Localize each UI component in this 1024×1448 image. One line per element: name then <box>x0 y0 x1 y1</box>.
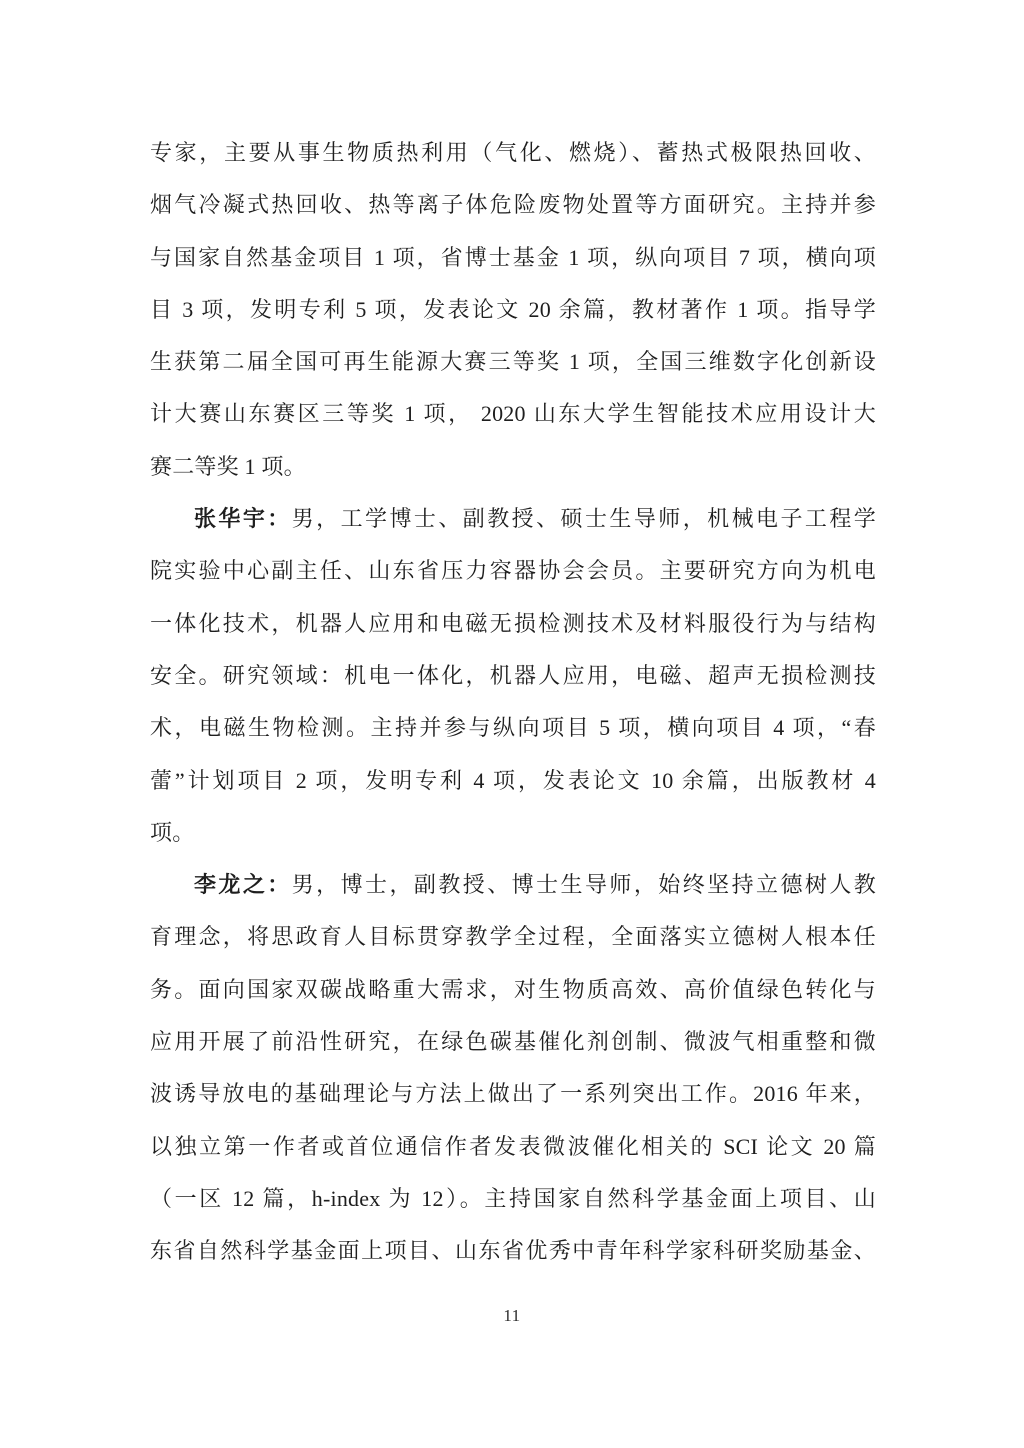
text-line: 务。面向国家双碳战略重大需求，对生物质高效、高价值绿色转化与 <box>150 976 876 1002</box>
text-line: 专家，主要从事生物质热利用（气化、燃烧）、蓄热式极限热回收、 <box>150 140 876 165</box>
person-name: 李龙之： <box>194 872 292 898</box>
text-line: 计大赛山东赛区三等奖 1 项， 2020 山东大学生智能技术应用设计大 <box>150 401 876 427</box>
text-line: 东省自然科学基金面上项目、山东省优秀中青年科学家科研奖励基金、 <box>150 1238 876 1264</box>
text-line: 生获第二届全国可再生能源大赛三等奖 1 项，全国三维数字化创新设 <box>150 349 876 375</box>
text-line: 术，电磁生物检测。主持并参与纵向项目 5 项，横向项目 4 项，“春 <box>150 715 876 741</box>
biography-li-longzhi <box>150 859 876 1277</box>
text-line: 目 3 项，发明专利 5 项，发表论文 20 余篇，教材著作 1 项。指导学 <box>150 296 876 322</box>
text-line: 安全。研究领域：机电一体化，机器人应用，电磁、超声无损检测技 <box>150 662 876 688</box>
text-line: 与国家自然基金项目 1 项，省博士基金 1 项，纵向项目 7 项，横向项 <box>150 244 876 270</box>
text-line: 院实验中心副主任、山东省压力容器协会会员。主要研究方向为机电 <box>150 558 876 584</box>
text-line: （一区 12 篇，h-index 为 12）。主持国家自然科学基金面上项目、山 <box>150 1185 876 1211</box>
text-line: 赛二等奖 1 项。 <box>150 453 306 479</box>
text-line: 以独立第一作者或首位通信作者发表微波催化相关的 SCI 论文 20 篇 <box>150 1133 876 1159</box>
biography-zhang-huayu <box>150 493 876 859</box>
text-line: 应用开展了前沿性研究，在绿色碳基催化剂创制、微波气相重整和微 <box>150 1029 876 1055</box>
biography-continuation <box>150 127 876 493</box>
text-line: 一体化技术，机器人应用和电磁无损检测技术及材料服役行为与结构 <box>150 610 876 636</box>
text-line: 育理念，将思政育人目标贯穿教学全过程，全面落实立德树人根本任 <box>150 924 876 950</box>
text-line: 张华宇：男，工学博士、副教授、硕士生导师，机械电子工程学 <box>194 506 876 532</box>
text-line: 烟气冷凝式热回收、热等离子体危险废物处置等方面研究。主持并参 <box>150 192 876 218</box>
page-footer <box>0 1306 1024 1326</box>
page-number: 11 <box>503 1306 521 1325</box>
text-line: 李龙之：男，博士，副教授、博士生导师，始终坚持立德树人教 <box>194 872 876 898</box>
text-line: 项。 <box>150 819 195 845</box>
document-body <box>150 127 876 1278</box>
text-line: 波诱导放电的基础理论与方法上做出了一系列突出工作。2016 年来， <box>150 1081 876 1107</box>
text-line: 蕾”计划项目 2 项，发明专利 4 项，发表论文 10 余篇，出版教材 4 <box>150 767 876 793</box>
person-name: 张华宇： <box>194 506 292 532</box>
